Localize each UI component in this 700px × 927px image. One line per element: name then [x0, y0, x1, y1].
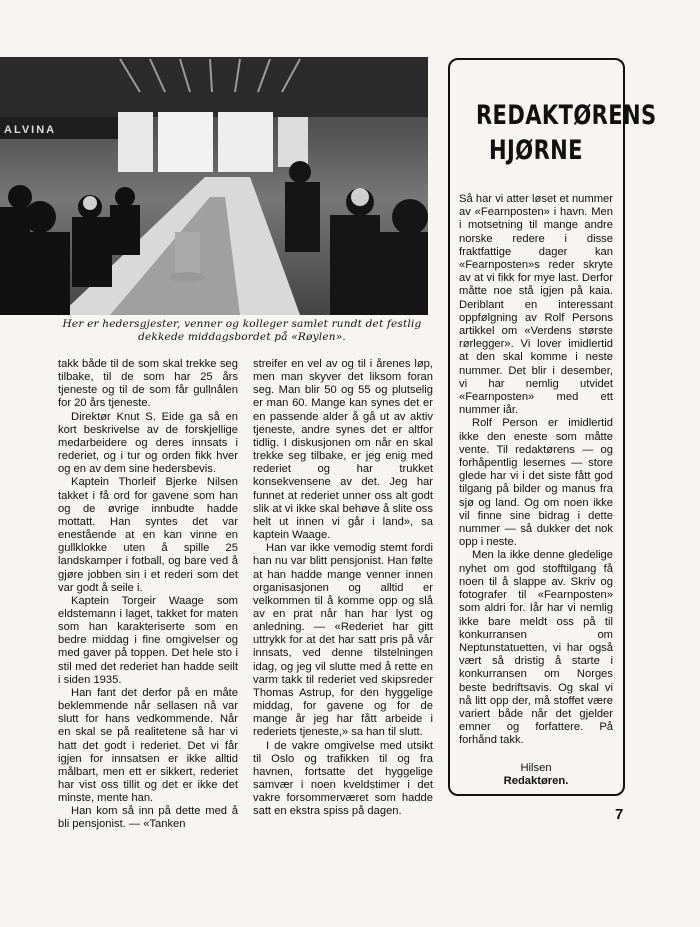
editors-signature [459, 762, 613, 788]
page-number: 7 [615, 806, 624, 823]
article-paragraph: Direktør Knut S. Eide ga så en kort beskrivelse av de forskjellige medarbeidere og deres innsats i rederiet, og i tur og orden fikk hver og en av dem sine hedersbevis. [58, 410, 238, 476]
caption-line: dekkede middagsbordet på «Røylen». [138, 331, 346, 343]
article-paragraph: Han kom så inn på dette med å bli pensjonist. — «Tanken [58, 805, 238, 831]
article-paragraph: I de vakre omgivelse med utsikt til Oslo og trafikken til og fra havnen, fortsatte det hyggelige samvær i noen kveldstimer i det vakre forsommerværet som hadde satt en ekstra spiss på dagen. [253, 739, 433, 818]
sign-text: ALVINA [4, 124, 57, 136]
editors-corner-title [475, 98, 657, 168]
editors-corner-paragraph: Rolf Person er imidlertid ikke den eneste som måtte vente. Til redaktørens — og forhåpentlig lesernes — store glede har vi i det siste fått god tilgang på bilder og manus fra sjø og land. Og om noen ikke vil finne sine bidrag i dette nummer — så dukker det nok opp i neste. [459, 417, 613, 549]
greeting: Hilsen [520, 761, 552, 774]
banquet-photo-illustration [0, 57, 428, 315]
article-paragraph: takk både til de som skal trekke seg tilbake, til de som har 25 års tjeneste og til de som får gullnålen for 20 års tjeneste. [58, 358, 238, 410]
editors-corner-paragraph: Så har vi atter løset et nummer av «Fearnposten» i havn. Men i motsetning til mange andre norske redere i disse fraktfattige dager kan «Fearnposten»s reder skryte av at vi fikk for mye last. Derfor måtte noe stå igjen på kaia. Deriblant en interessant oppfølgning av Rolf Persons artikkel om «Verdens største rørlegger». Vi lover imidlertid at den skal komme i neste nummer. Det blir i desember, vi har nemlig utvidet «Fearnposten» med ett nummer iår. [459, 193, 613, 417]
editors-corner-title-line: REDAKTØRENS [475, 100, 657, 131]
caption-line: Her er hedersgjester, venner og kolleger samlet rundt det festlig [62, 318, 422, 330]
article-column-2 [253, 358, 433, 818]
banquet-photo [0, 57, 428, 315]
editors-corner-title-line: HJØRNE [489, 135, 583, 166]
photo-caption [52, 318, 432, 344]
article-paragraph: Kaptein Thorleif Bjerke Nilsen takket i få ord for gavene som han og de øvrige innbudte hadde mottatt. Han syntes det var enestående at en kan vinne en gullklokke uten å spille 25 landskamper i fotball, og bare ved å gjøre jobben sin i et rederi som det var godt å seile i. [58, 476, 238, 594]
editors-corner-body [459, 193, 613, 748]
editors-corner-paragraph: Men la ikke denne gledelige nyhet om god stofftilgang få noen til å slappe av. Skriv og fotografer til «Fearnposten» som aldri for. Iår har vi nemlig ikke bare meldt oss på til konkurransen om Neptunstatuetten, vi har også vært så dristig å starte i konkurransen om Norges beste bedriftsavis. Og skal vi nå litt opp der, må stoffet være variert både når det gjelder emner og forfattere. På forhånd takk. [459, 549, 613, 747]
article-paragraph: Han var ikke vemodig stemt fordi han nu var blitt pensjonist. Han følte at han hadde mange venner innen organisasjonen og alltid er velkommen til å komme opp og slå av en prat når han har lyst og anledning. — «Rederiet har gitt uttrykk for at det har satt pris på vår innsats, ved denne tilstelningen idag, og jeg vil slutte med å rette en varm takk til rederiet ved skipsreder Thomas Astrup, for den hyggelige middag, for gavene og for de mange år jeg har fått arbeide i rederiets tjeneste,» sa han til slutt. [253, 542, 433, 739]
article-paragraph: Kaptein Torgeir Waage som eldstemann i laget, takket for maten som han karakteriserte som en bedre middag i fine omgivelser og med gaver på toppen. Det hele sto i stil med det rederiet han hadde seilt i siden 1935. [58, 594, 238, 686]
article-paragraph: streifer en vel av og til i årenes løp, men man skyver det liksom foran seg. Man blir 50 og 55 og plutselig er man 60. Mange kan synes det er en passende alder å gå ut av aktiv tjeneste, andre synes det er altfor tidlig. I diskusjonen om når en skal trekke seg tilbake, er jeg enig med rederiet og har trukket konsekvensene av det. Jeg har funnet at rederiet unner oss alt godt slik at vi ikke skal behøve å slite oss helt ut innen vi går i land», sa kaptein Waage. [253, 358, 433, 542]
article-column-1 [58, 358, 238, 832]
signature-name: Redaktøren. [503, 774, 569, 787]
editors-corner-box [448, 58, 657, 796]
article-paragraph: Han fant det derfor på en måte beklemmende når sellasen nå var slutt for hans vedkommende. Når en skal se på realitetene så har vi hatt det godt i rederiet. Det vi får igjen for innsatsen er ikke alltid målbart, men ett er sikkert, rederiet har vist oss tillit og det er ikke det minste, mente han. [58, 686, 238, 805]
